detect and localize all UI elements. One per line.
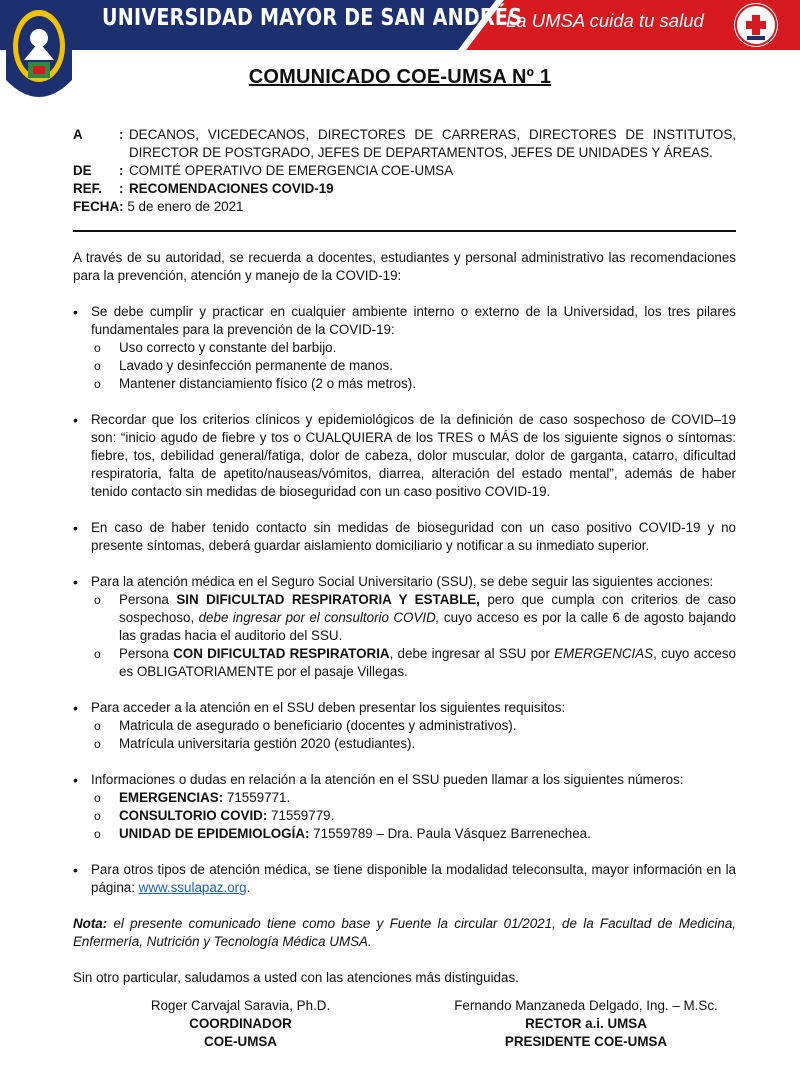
- phone-number: 71559771.: [223, 790, 291, 805]
- meta-colon: :: [119, 181, 124, 196]
- bullet-text: Para acceder a la atención en el SSU deben presentar los siguientes requisitos:: [91, 700, 566, 715]
- banner-slogan: La UMSA cuida tu salud: [506, 10, 704, 31]
- meta-date: [73, 198, 736, 216]
- sub-list-item: o Matricula de asegurado o beneficiario (docentes y administrativos).: [91, 717, 736, 735]
- list-item: [73, 303, 736, 393]
- list-item: [73, 861, 736, 897]
- sub-list-item: [91, 825, 736, 843]
- note-label: Nota:: [73, 916, 108, 931]
- bullet-text: Informaciones o dudas en relación a la atención en el SSU pueden llamar a los siguientes números:: [91, 772, 684, 787]
- meta-ref-value: RECOMENDACIONES COVID-19: [129, 181, 334, 196]
- emphasis-italic: debe ingresar por el consultorio COVID,: [198, 610, 440, 625]
- text: , cuyo acceso es OBLIGATORIAMENTE por el pasaje Villegas.: [119, 646, 737, 679]
- list-item: [73, 699, 736, 753]
- signatures: [73, 997, 736, 1051]
- signature-left: [73, 997, 408, 1051]
- phone-label: UNIDAD DE EPIDEMIOLOGÍA:: [119, 826, 310, 841]
- meta-colon: :: [119, 163, 124, 178]
- sub-list-item: o Matrícula universitaria gestión 2020 (estudiantes).: [91, 735, 736, 753]
- bullet-text: Para otros tipos de atención médica, se tiene disponible la modalidad teleconsulta, mayor información en la página:: [91, 862, 736, 895]
- meta-colon: :: [119, 127, 124, 142]
- meta-ref: [73, 180, 736, 198]
- meta-recipients: [73, 126, 736, 162]
- meta-fecha-value: 5 de enero de 2021: [127, 199, 244, 214]
- phone-label: EMERGENCIAS:: [119, 790, 224, 805]
- signatory-org: COE-UMSA: [204, 1034, 277, 1049]
- bullet-text: Para la atención médica en el Seguro Social Universitario (SSU), se debe seguir las siguientes acciones:: [91, 574, 714, 589]
- sub-list-item: [91, 591, 736, 645]
- list-item: [73, 411, 736, 501]
- sub-list-item: [91, 645, 736, 681]
- meta-de-key: DE: [73, 163, 92, 178]
- text: Persona: [119, 646, 174, 661]
- divider: [73, 230, 736, 232]
- text: Persona: [119, 592, 177, 607]
- phone-label: CONSULTORIO COVID:: [119, 808, 268, 823]
- signature-right: [436, 997, 736, 1051]
- sub-list-item: o Lavado y desinfección permanente de manos.: [91, 357, 736, 375]
- sub-list-item: [91, 789, 736, 807]
- closing-paragraph: Sin otro particular, saludamos a usted con las atenciones más distinguidas.: [73, 970, 519, 985]
- sub-list: [91, 717, 736, 753]
- emphasis: SIN DIFICULTAD RESPIRATORIA Y ESTABLE,: [176, 592, 480, 607]
- bullet-text: Se debe cumplir y practicar en cualquier ambiente interno o externo de la Universidad, los tres pilares fundamentales para la prevención de la COVID-19:: [91, 304, 736, 337]
- coe-emergency-logo-icon: [733, 2, 779, 48]
- sub-list-item: o Mantener distanciamiento físico (2 o más metros).: [91, 375, 736, 393]
- sub-list: [91, 339, 736, 393]
- recommendations-list: [73, 303, 736, 897]
- list-item: [73, 519, 736, 555]
- document-title: COMUNICADO COE-UMSA Nº 1: [248, 66, 552, 88]
- meta-a-value: DECANOS, VICEDECANOS, DIRECTORES DE CARRERAS, DIRECTORES DE INSTITUTOS, DIRECTOR DE POSTGRADO, JEFES DE DEPARTAMENTOS, JEFES DE UNIDADES Y ÁREAS.: [129, 127, 736, 160]
- emphasis-italic: EMERGENCIAS: [554, 646, 654, 661]
- list-item: [73, 573, 736, 681]
- sub-list: [91, 789, 736, 843]
- list-item: [73, 771, 736, 843]
- meta-from: [73, 162, 736, 180]
- note-paragraph: [73, 915, 736, 951]
- signatory-role: RECTOR a.i. UMSA: [525, 1016, 647, 1031]
- meta-ref-key: REF.: [73, 181, 103, 196]
- text: , debe ingresar al SSU por: [389, 646, 555, 661]
- bullet-text: En caso de haber tenido contacto sin medidas de bioseguridad con un caso positivo COVID-19 y no presente síntomas, deberá guardar aislamiento domiciliario y notificar a su inmediato superior.: [91, 520, 736, 553]
- signatory-name: Roger Carvajal Saravia, Ph.D.: [150, 998, 331, 1013]
- bullet-text: Recordar que los criterios clínicos y epidemiológicos de la definición de caso sospechoso de COVID–19 son: “inicio agudo de fiebre y tos o CUALQUIERA de los TRES o MÁS de los siguiente signos o síntomas: fiebre, tos, debilidad general/fatiga, dolor de cabeza, dolor muscular, dolor de garganta, catarro, dificultad respiratoria, falta de apetito/nauseas/vómitos, diarrea, alteración del estado mental”, además de haber tenido contacto sin medidas de bioseguridad con un caso positivo COVID-19.: [91, 412, 736, 499]
- ssu-website-link[interactable]: www.ssulapaz.org: [138, 880, 247, 895]
- signatory-org: PRESIDENTE COE-UMSA: [504, 1034, 668, 1049]
- meta-de-value: COMITÉ OPERATIVO DE EMERGENCIA COE-UMSA: [129, 163, 454, 178]
- signatory-name: Fernando Manzaneda Delgado, Ing. – M.Sc.: [454, 998, 718, 1013]
- sub-list-item: o Uso correcto y constante del barbijo.: [91, 339, 736, 357]
- university-seal-icon: [6, 2, 72, 114]
- text: cuyo acceso es por la calle 6 de agosto bajando las gradas hacia el auditorio del SSU.: [119, 610, 736, 643]
- phone-number: 71559789 – Dra. Paula Vásquez Barrenechea.: [309, 826, 591, 841]
- text: .: [246, 880, 251, 895]
- intro-paragraph: A través de su autoridad, se recuerda a docentes, estudiantes y personal administrativo las recomendaciones para la prevención, atención y manejo de la COVID-19:: [73, 250, 736, 283]
- document-body: [73, 126, 736, 995]
- emphasis: CON DIFICULTAD RESPIRATORIA: [173, 646, 390, 661]
- header-banner: [0, 0, 800, 118]
- meta-a-key: A: [73, 127, 83, 142]
- text: pero que cumpla con criterios de caso sospechoso,: [119, 592, 736, 625]
- university-name: UNIVERSIDAD MAYOR DE SAN ANDRÉS: [102, 5, 523, 31]
- meta-fecha-key: FECHA:: [73, 199, 124, 214]
- sub-list-item: [91, 807, 736, 825]
- phone-number: 71559779.: [267, 808, 335, 823]
- signatory-role: COORDINADOR: [189, 1016, 292, 1031]
- sub-list: [91, 591, 736, 681]
- note-text: el presente comunicado tiene como base y Fuente la circular 01/2021, de la Facultad de Medicina, Enfermería, Nutrición y Tecnología Médica UMSA.: [73, 916, 736, 949]
